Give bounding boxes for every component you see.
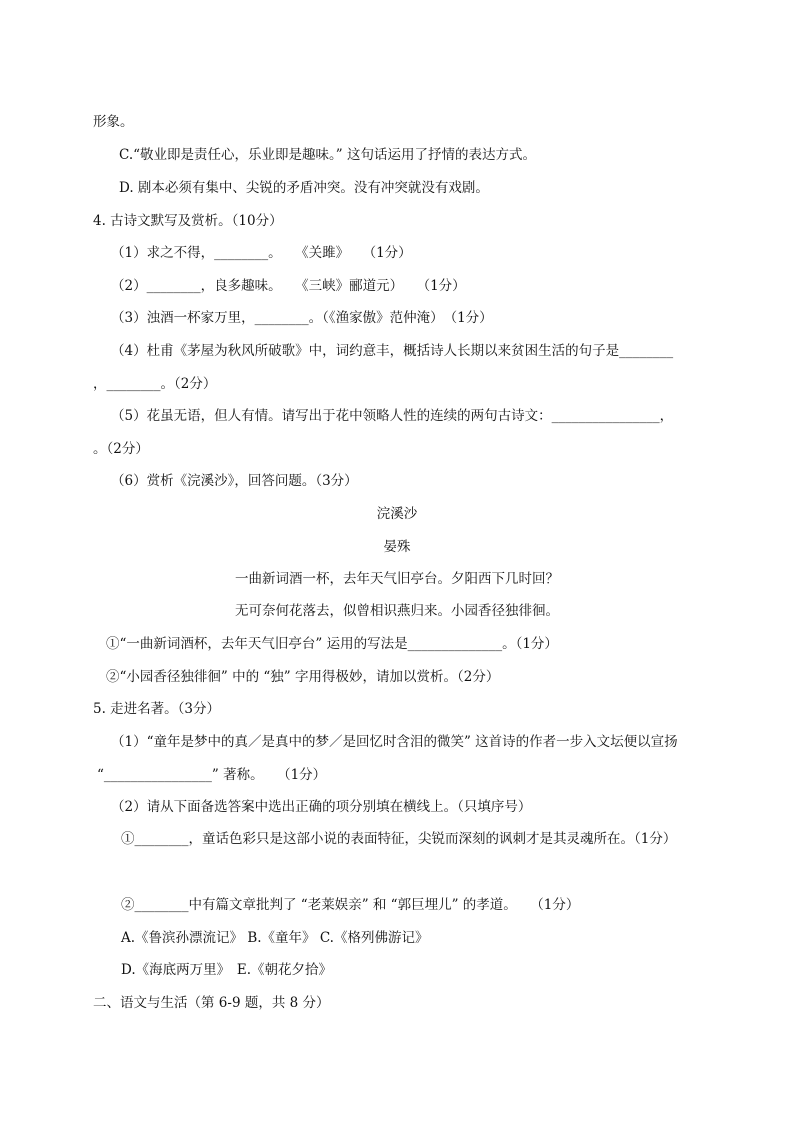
question-4-5-cont: 。（2分） xyxy=(93,441,149,457)
question-4-6: （6）赏析《浣溪沙》，回答问题。（3分） xyxy=(111,473,358,489)
question-4-4-cont: ，________。（2分） xyxy=(93,376,217,392)
question-5-2-blank-2: ②________中有篇文章批判了 “老莱娱亲” 和 “郭巨埋儿” 的孝道。 （1分） xyxy=(121,897,580,913)
option-d: D. 剧本必须有集中、尖锐的矛盾冲突。没有冲突就没有戏剧。 xyxy=(119,180,489,196)
poem-line-2: 无可奈何花落去，似曾相识燕归来。小园香径独徘徊。 xyxy=(235,603,559,619)
question-5-2: （2）请从下面备选答案中选出正确的项分别填在横线上。（只填序号） xyxy=(111,799,532,815)
answer-options-1: A.《鲁滨孙漂流记》 B.《童年》 C.《格列佛游记》 xyxy=(121,930,429,946)
question-4-4: （4）杜甫《茅屋为秋风所破歌》中，词约意丰，概括诗人长期以来贫困生活的句子是________ xyxy=(111,343,674,359)
question-4-3: （3）浊酒一杯家万里，________。（《渔家傲》范仲淹） （1分） xyxy=(111,310,493,326)
poem-title: 浣溪沙 xyxy=(376,506,418,522)
poem-author: 晏殊 xyxy=(383,539,411,555)
poem-line-1: 一曲新词酒一杯，去年天气旧亭台。夕阳西下几时回？ xyxy=(235,571,559,587)
question-5-1: （1）“童年是梦中的真／是真中的梦／是回忆时含泪的微笑” 这首诗的作者一步入文坛便以宣扬 xyxy=(111,734,678,750)
question-4-1: （1）求之不得，________。 《关雎》 （1分） xyxy=(111,245,412,261)
section-2-heading: 二、语文与生活（第 6-9 题，共 8 分） xyxy=(93,995,330,1011)
text-line: 形象。 xyxy=(93,114,134,130)
answer-options-2: D.《海底两万里》 E.《朝花夕拾》 xyxy=(121,962,333,978)
question-4-heading: 4. 古诗文默写及赏析。（10分） xyxy=(93,213,283,229)
sub-question-2: ②“小园香径独徘徊” 中的 “独” 字用得极妙，请加以赏析。（2分） xyxy=(106,669,500,685)
question-4-5: （5）花虽无语，但人有情。请写出于花中领略人性的连续的两句古诗文：________________， xyxy=(111,408,674,424)
sub-question-1: ①“一曲新词酒杯，去年天气旧亭台” 运用的写法是______________。（1分） xyxy=(106,636,558,652)
question-5-2-blank-1: ①________，童话色彩只是这部小说的表面特征，尖锐而深刻的讽刺才是其灵魂所在。（1分） xyxy=(121,831,677,847)
option-c: C.“敬业即是责任心，乐业即是趣味。” 这句话运用了抒情的表达方式。 xyxy=(119,147,536,163)
question-4-2: （2）________，良多趣味。 《三峡》郦道元） （1分） xyxy=(111,278,466,294)
question-5-1-cont: “________________” 著称。 （1分） xyxy=(97,767,327,783)
question-5-heading: 5. 走进名著。（3分） xyxy=(93,701,221,717)
